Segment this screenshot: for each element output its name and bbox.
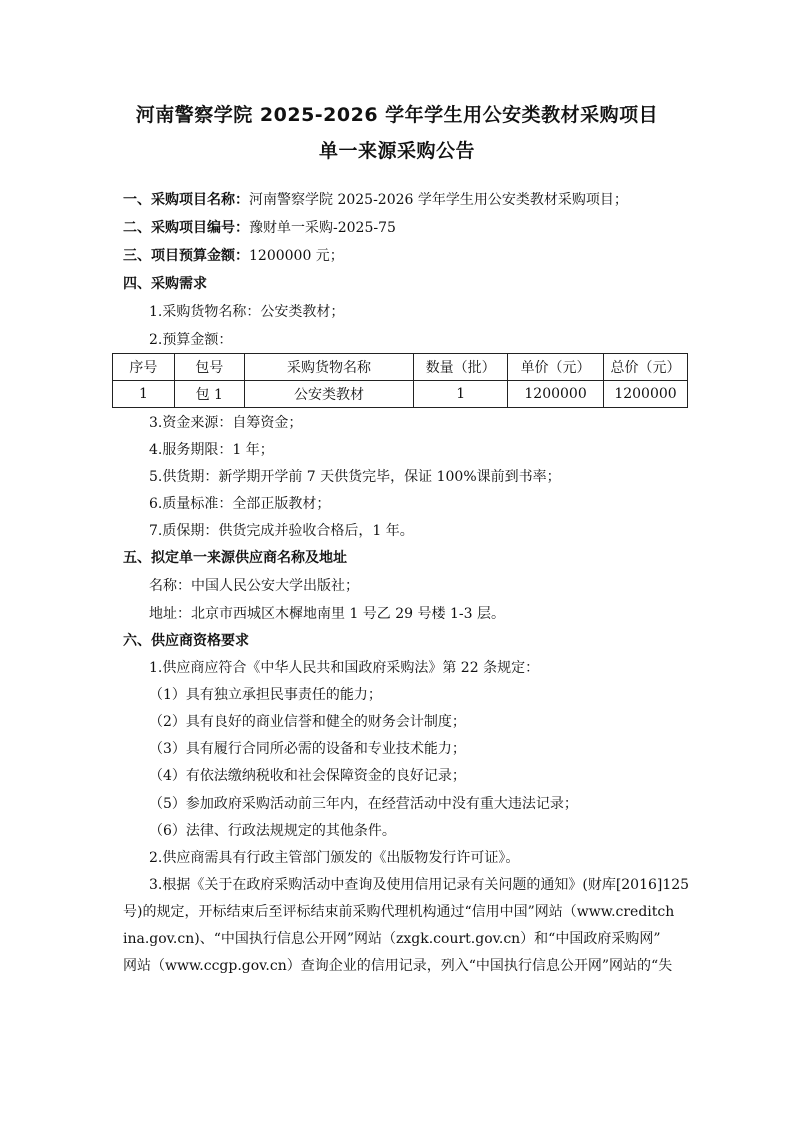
section-3-value: 1200000 元； [249,248,344,264]
table-cell: 1 [414,381,508,408]
section-4-item-7: 7.质保期：供货完成并验收合格后，1 年。 [149,523,414,539]
qualification-paragraph-1: 1.供应商应符合《中华人民共和国政府采购法》第 22 条规定： [149,660,540,676]
section-3 [123,247,344,265]
section-1 [123,191,628,209]
table-header-cell: 总价（元） [604,354,688,381]
section-4-item-1: 1.采购货物名称：公安类教材； [149,304,345,320]
qualification-condition-4: （4）有依法缴纳税收和社会保障资金的良好记录； [149,768,466,784]
qualification-paragraph-3-line-1: 3.根据《关于在政府采购活动中查询及使用信用记录有关问题的通知》(财库[2016]125 [149,877,690,893]
table-header-cell: 单价（元） [508,354,604,381]
table-cell: 1200000 [508,381,604,408]
table-cell: 1 [113,381,175,408]
section-4-item-2: 2.预算金额： [149,332,233,348]
section-2-value: 豫财单一采购-2025-75 [249,220,396,236]
budget-table-header-row [113,354,688,381]
table-cell: 包 1 [174,381,244,408]
qualification-condition-2: （2）具有良好的商业信誉和健全的财务会计制度； [149,714,466,730]
section-4-item-6: 6.质量标准：全部正版教材； [149,496,331,512]
qualification-paragraph-3-line-3: ina.gov.cn)、“中国执行信息公开网”网站（zxgk.court.gov.cn）和“中国政府采购网” [123,931,661,947]
table-header-cell: 数量（批） [414,354,508,381]
section-5-heading: 五、拟定单一来源供应商名称及地址 [123,550,347,566]
document-title-line2: 单一来源采购公告 [318,140,475,162]
qualification-condition-3: （3）具有履行合同所必需的设备和专业技术能力； [149,741,466,757]
table-cell: 公安类教材 [244,381,414,408]
section-4-heading: 四、采购需求 [123,276,207,292]
qualification-paragraph-3-line-2: 号)的规定，开标结束后至评标结束前采购代理机构通过“信用中国”网站（www.creditch [123,904,675,920]
table-header-cell: 序号 [113,354,175,381]
section-4-item-3: 3.资金来源：自筹资金； [149,415,303,431]
qualification-condition-5: （5）参加政府采购活动前三年内，在经营活动中没有重大违法记录； [149,796,578,812]
section-1-value: 河南警察学院 2025-2026 学年学生用公安类教材采购项目； [249,192,628,208]
section-6-heading: 六、供应商资格要求 [123,633,249,649]
qualification-paragraph-2: 2.供应商需具有行政主管部门颁发的《出版物发行许可证》。 [149,850,520,866]
table-cell: 1200000 [604,381,688,408]
table-header-cell: 包号 [174,354,244,381]
table-header-cell: 采购货物名称 [244,354,414,381]
section-2-label: 二、采购项目编号： [123,220,249,236]
qualification-condition-1: （1）具有独立承担民事责任的能力； [149,687,382,703]
qualification-paragraph-3-line-4: 网站（www.ccgp.gov.cn）查询企业的信用记录，列入“中国执行信息公开网”网站的“失 [123,958,673,974]
budget-table [112,353,688,408]
section-2 [123,219,396,237]
section-4-item-4: 4.服务期限：1 年； [149,442,274,458]
document-title-line1: 河南警察学院 2025-2026 学年学生用公安类教材采购项目 [135,104,659,126]
section-4-item-5: 5.供货期：新学期开学前 7 天供货完毕，保证 100%课前到书率； [149,469,561,485]
section-3-label: 三、项目预算金额： [123,248,249,264]
supplier-name: 名称：中国人民公安大学出版社； [149,578,359,594]
qualification-condition-6: （6）法律、行政法规规定的其他条件。 [149,823,396,839]
table-row [113,381,688,408]
section-1-label: 一、采购项目名称： [123,192,249,208]
supplier-address: 地址：北京市西城区木樨地南里 1 号乙 29 号楼 1-3 层。 [149,606,505,622]
